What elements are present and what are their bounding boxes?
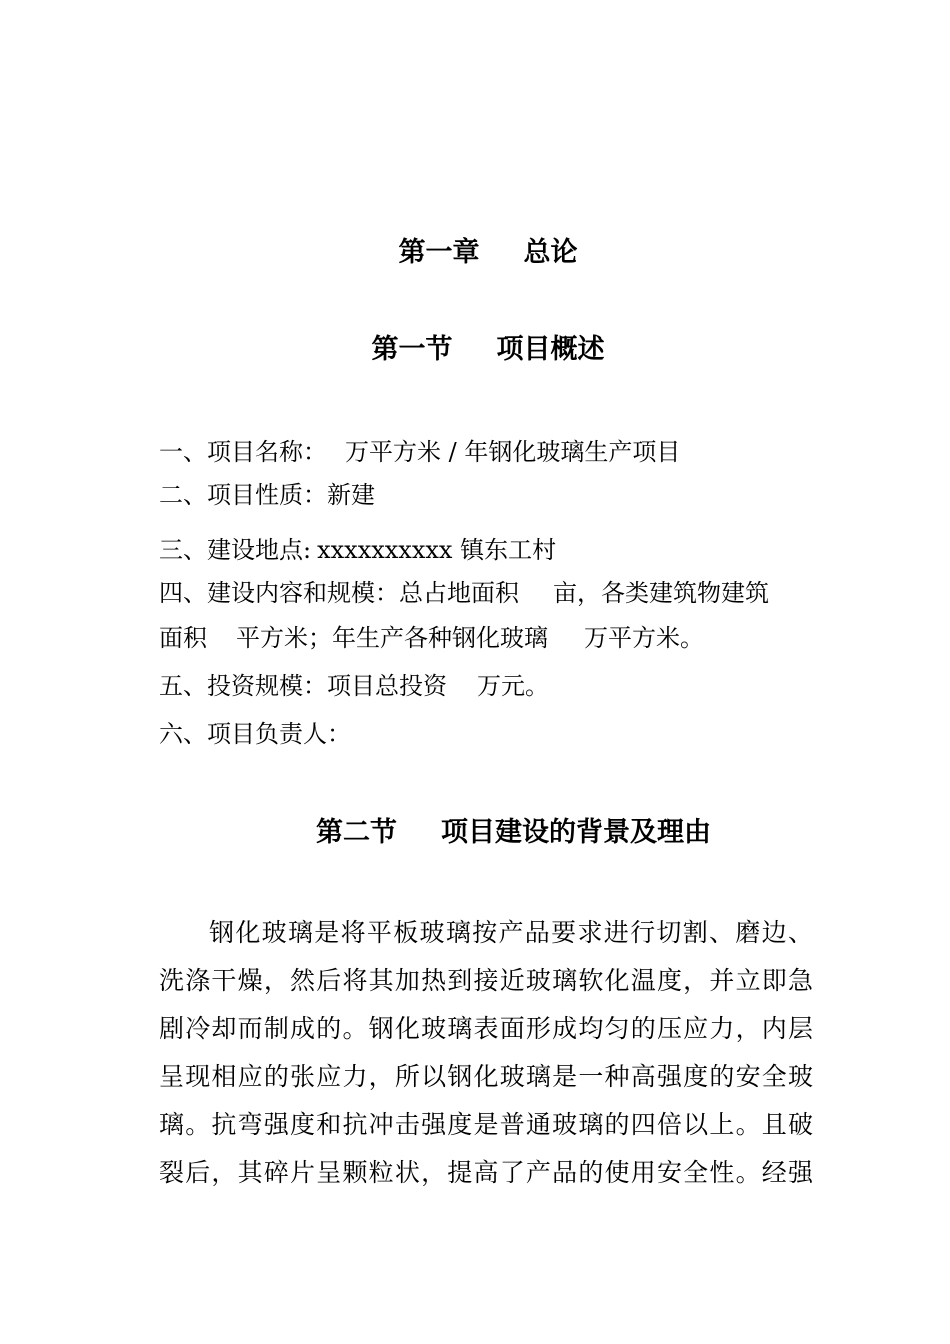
item-investment [159,671,549,701]
item-scale-line2 [159,623,704,653]
section2-number: 第二节 [316,817,397,848]
scale-text: 万平方米。 [584,624,704,652]
item-value: 万平方米 / 年钢化玻璃生产项目 [345,438,681,466]
item-value: 新建 [327,481,375,509]
item-label: 一、项目名称： [159,438,327,466]
item-label: 六、项目负责人： [159,720,351,748]
paragraph-line: 钢化玻璃是将平板玻璃按产品要求进行切割、磨边、 [209,918,813,947]
item-project-nature [159,480,375,510]
paragraph-line: 璃。抗弯强度和抗冲击强度是普通玻璃的四倍以上。且破 [159,1110,813,1139]
scale-text: 平方米；年生产各种钢化玻璃 [236,624,548,652]
scale-text: 总占地面积 [399,579,519,607]
chapter-number: 第一章 [398,237,480,268]
chapter-title [13,236,950,270]
section1-number: 第一节 [371,334,453,365]
item-label: 二、项目性质： [159,481,327,509]
item-person-in-charge [159,719,351,749]
paragraph-line: 裂后，其碎片呈颗粒状，提高了产品的使用安全性。经强 [159,1158,813,1187]
investment-text: 万元。 [477,672,549,700]
investment-text: 项目总投资 [327,672,447,700]
scale-text: 面积 [159,624,207,652]
item-label: 五、投资规模： [159,672,327,700]
section2-name: 项目建设的背景及理由 [441,817,711,848]
section2-title [316,816,916,850]
section1-name: 项目概述 [496,334,605,365]
paragraph-line: 剧冷却而制成的。钢化玻璃表面形成均匀的压应力，内层 [159,1014,813,1043]
item-label: 三、建设地点: [159,536,312,564]
scale-text: 亩，各类建筑物建筑 [553,579,769,607]
chapter-name: 总论 [523,237,578,268]
paragraph-line: 洗涤干燥，然后将其加热到接近玻璃软化温度，并立即急 [159,966,813,995]
section1-title [13,333,950,367]
item-project-name [159,437,680,467]
item-location [159,535,556,565]
paragraph-line: 呈现相应的张应力，所以钢化玻璃是一种高强度的安全玻 [159,1062,813,1091]
item-label: 四、建设内容和规模： [159,579,399,607]
item-scale-line1 [159,578,769,608]
item-value: xxxxxxxxxx 镇东工村 [317,536,557,564]
